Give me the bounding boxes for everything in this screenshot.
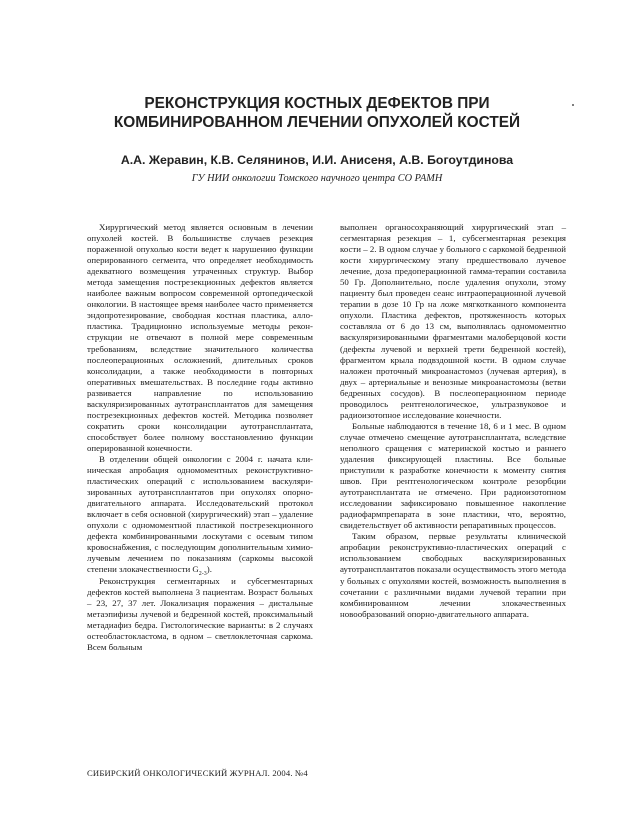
left-paragraph-1: Хирургический метод является основным в лечении опухолей костей. В большинстве случаев резекция пораженной опухолью кости ведет к нарушению функции оперированного сегмента, что определяет необходимость адекватного возмещения утраченных структур. Выбор метода замещения пострезекционных дефектов является наиболее важным вопросом современной ортопедической онкологии. В настоящее время наиболее часто применяется эндопротезирование, свободная костная пластика, аллопластика. Традиционно используемые методы реконструкции не отвечают в полной мере современным требованиям, вследствие значительного количества послеоперационных осложнений, длительных сроков консолидации, а также необходимости в повторных оперативных вмешательствах. В последние годы активно развивается направление по использованию васкуляризированных аутотрансплантатов для замещения пострезекционных дефектов костей. Методика позволяет сократить сроки консолидации аутотрансплантата, способствует более полному восстановлению функции оперированной конечности. [87,222,313,453]
grade-subscript: 2-3 [198,571,207,578]
left-paragraph-2-text: В отделении общей онкологии с 2004 г. начата клиническая апробация одномоментных реконструктивно-пластических операций с использованием васкуляризированных аутотрансплантатов при опухолях опорно-двигательного аппарата. Исследовательский протокол включает в себя основной (хирургический) этап – удаление опухоли с одномоментной пластикой пострезекционного дефекта комбинированными лоскутами с осевым типом кровоснабжения, с последующим дополнительным химио-лучевым лечением по показаниям (саркомы высокой степени злокачественности G [87,453,313,575]
authors: А.А. Жеравин, К.В. Селянинов, И.И. Анисеня, А.В. Богоутдинова [120,153,514,167]
right-paragraph-1: выполнен органосохраняющий хирургический этап – сегментарная резекция – 1, субсегментарная резекция кости – 2. В одном случае у больного с саркомой бедренной кости хирургическому этапу предшествовало лучевое лечение, доза предоперационной гамма-терапии составила 50 Гр. Дополнительно, после удаления опухоли, этому пациенту был проведен сеанс интраоперационной лучевой терапии в дозе 10 Гр на ложе мягкотканного компонента опухоли. Пластика дефектов, протяженность которых составляла от 6 до 13 см, выполнялась одномоментно васкуляризированными фрагментами малоберцовой кости (дефекты лучевой и верхней трети бедренной костей), фрагментом крыла подвздошной кости. В одном случае наложен проточный микроанастомоз (лучевая артерия), в двух – артериальные и венозные микроанастомозы (ветви бедренных сосудов). В послеоперационном периоде проводилось рентгенологическое, ультразвуковое и радиоизотопное исследование конечности. [340,222,566,420]
left-paragraph-3: Реконструкция сегментарных и субсегментарных дефектов костей выполнена 3 пациентам. Возраст больных – 23, 27, 37 лет. Локализация поражения – дистальные метаэпифизы лучевой и бедренной костей, проксимальный метадиафиз бедра. Гистологические варианты: в 2 случаях остеобластокластома, в одном – светлоклеточная саркома. Всем больным [87,575,313,652]
title-line-1: РЕКОНСТРУКЦИЯ КОСТНЫХ ДЕФЕКТОВ ПРИ [144,95,490,112]
right-paragraph-3: Таким образом, первые результаты клинической апробации реконструктивно-пластических операций с использованием свободных васкуляризированных аутотрансплантатов показали осуществимость этого метода у больных с опухолями костей, возможность выполнения в сочетании с различными видами лучевой терапии при комбинированном лечении злокачественных новообразований опорно-двигательного аппарата. [340,531,566,619]
article-title [0,94,634,132]
left-paragraph-2-end: ). [206,564,212,575]
affiliation: ГУ НИИ онкологии Томского научного центра СО РАМН [191,173,443,184]
left-paragraph-2 [87,454,313,576]
right-paragraph-2: Больные наблюдаются в течение 18, 6 и 1 мес. В одном случае отмечено смещение аутотрансплантата, вследствие неполного сращения с материнской костью и раннего удаления фиксирующей пластины. Все больные приступили к разработке конечности к моменту снятия швов. При рентгенологическом контроле резорбции аутотрансплантата не отмечено. При радиоизотопном исследовании зафиксировано повышенное накопление радиофармпрепарата в зоне пластики, что, вероятно, свидетельствует об активности репаративных процессов. [340,420,566,531]
title-line-2: КОМБИНИРОВАННОМ ЛЕЧЕНИИ ОПУХОЛЕЙ КОСТЕЙ [113,114,521,131]
right-column [340,222,566,620]
journal-footer: СИБИРСКИЙ ОНКОЛОГИЧЕСКИЙ ЖУРНАЛ. 2004. №4 [87,768,308,778]
left-column [87,222,313,653]
